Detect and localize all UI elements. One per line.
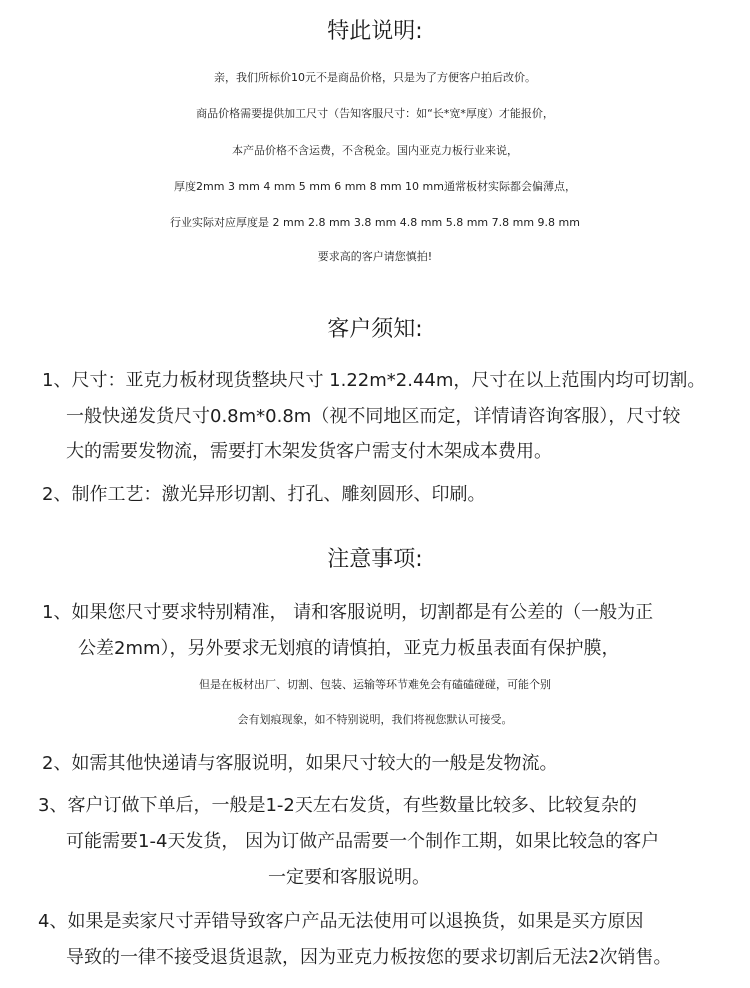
notice-line-1: 1、尺寸：亚克力板材现货整块尺寸 1.22m*2.44m，尺寸在以上范围内均可切割。 (42, 370, 706, 391)
precaution-line-2: 公差2mm），另外要求无划痕的请慎拍，亚克力板虽表面有保护膜， (78, 638, 620, 659)
precaution-line-1: 1、如果您尺寸要求特别精准， 请和客服说明，切割都是有公差的（一般为正 (42, 602, 654, 623)
note-line-5: 行业实际对应厚度是 2 mm 2.8 mm 3.8 mm 4.8 mm 5.8 mm 7.8 mm 9.8 mm (170, 216, 580, 229)
note-line-3: 本产品价格不含运费，不含税金。国内亚克力板行业来说， (232, 144, 518, 157)
notice-line-3: 大的需要发物流，需要打木架发货客户需支付木架成本费用。 (66, 441, 552, 462)
precaution-line-10: 导致的一律不接受退货退款，因为亚克力板按您的要求切割后无法2次销售。 (66, 947, 672, 968)
notice-line-4: 2、制作工艺：激光异形切割、打孔、雕刻圆形、印刷。 (42, 484, 486, 505)
notice-line-2: 一般快递发货尺寸0.8m*0.8m（视不同地区而定，详情请咨询客服），尺寸较 (66, 406, 681, 427)
section-title-special-note: 特此说明: (327, 19, 423, 44)
precaution-line-5: 2、如需其他快递请与客服说明，如果尺寸较大的一般是发物流。 (42, 753, 558, 774)
note-line-2: 商品价格需要提供加工尺寸（告知客服尺寸：如“长*宽*厚度）才能报价， (196, 107, 554, 120)
precaution-line-3: 但是在板材出厂、切割、包装、运输等环节难免会有磕磕碰碰，可能个别 (199, 678, 551, 691)
precaution-line-6: 3、客户订做下单后，一般是1-2天左右发货，有些数量比较多、比较复杂的 (38, 795, 637, 816)
section-title-precautions: 注意事项: (327, 547, 423, 572)
precaution-line-9: 4、如果是卖家尺寸弄错导致客户产品无法使用可以退换货，如果是买方原因 (38, 911, 644, 932)
note-line-6: 要求高的客户请您慎拍! (317, 250, 433, 263)
section-title-customer-notice: 客户须知: (327, 317, 423, 342)
note-line-4: 厚度2mm 3 mm 4 mm 5 mm 6 mm 8 mm 10 mm通常板材实际都会偏薄点， (174, 180, 576, 193)
note-line-1: 亲，我们所标价10元不是商品价格，只是为了方便客户拍后改价。 (214, 71, 536, 84)
precaution-line-4: 会有划痕现象，如不特别说明，我们将视您默认可接受。 (237, 713, 513, 726)
precaution-line-8: 一定要和客服说明。 (268, 867, 430, 888)
precaution-line-7: 可能需要1-4天发货， 因为订做产品需要一个制作工期，如果比较急的客户 (66, 831, 660, 852)
